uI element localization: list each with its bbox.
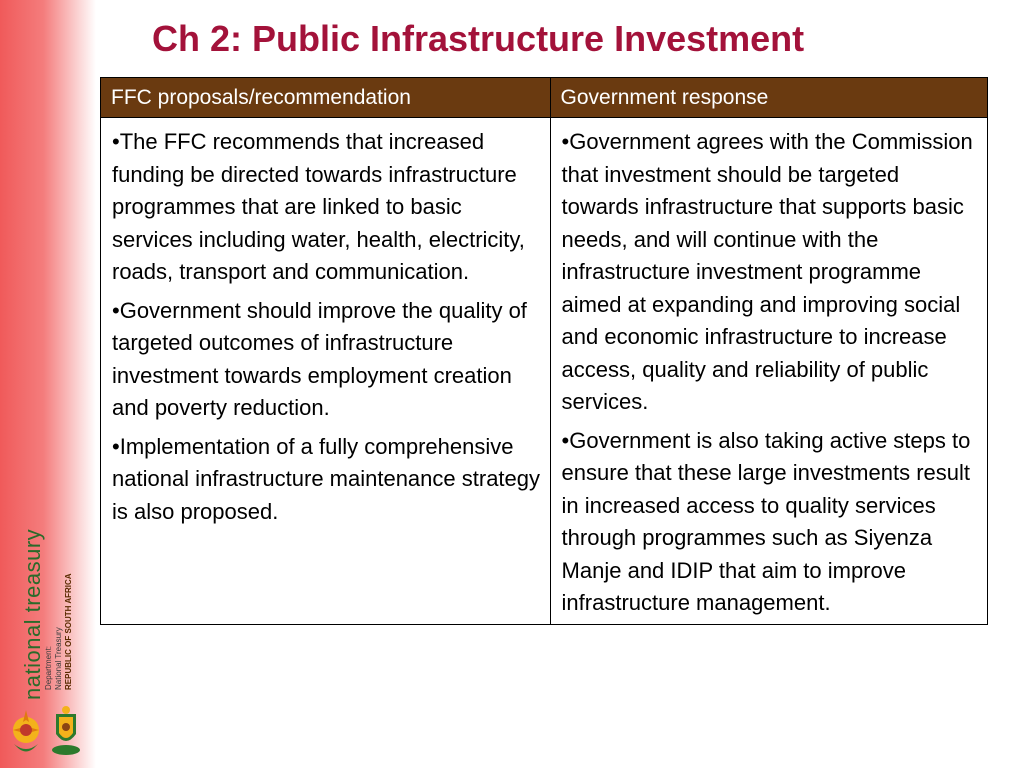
- table-row: [101, 118, 988, 625]
- government-point: •Government agrees with the Commission that investment should be targeted towards infrastructure that supports basic needs, and will continue with the infrastructure investment programme aimed at expanding and improving social and economic infrastructure to increase access, quality and reliability of public services.: [561, 129, 973, 414]
- ffc-response-table: [100, 77, 988, 625]
- sun-emblem-icon: [13, 710, 39, 752]
- ffc-point: •Government should improve the quality of targeted outcomes of infrastructure investment towards employment creation and poverty reduction.: [112, 297, 527, 420]
- brand-name: [20, 529, 46, 700]
- country-name: REPUBLIC OF SOUTH AFRICA: [64, 573, 73, 690]
- department-label: Department:: [44, 645, 53, 690]
- department-block: [44, 573, 74, 690]
- table-header-row: [101, 78, 988, 118]
- brand-name-text: national treasury: [20, 528, 45, 700]
- coat-of-arms-icon: [4, 700, 84, 760]
- shield-emblem-icon: [52, 706, 80, 755]
- ffc-point: •Implementation of a fully comprehensive national infrastructure maintenance strategy is also proposed.: [112, 433, 541, 524]
- department-name: National Treasury: [54, 627, 63, 690]
- header-ffc-proposals: FFC proposals/recommendation: [101, 78, 551, 118]
- government-response-cell: [550, 118, 987, 625]
- government-point: •Government is also taking active steps to ensure that these large investments result in increased access to quality services through programmes such as Siyenza Manje and IDIP that aim to improve infrastructure management.: [561, 427, 971, 615]
- ffc-proposals-cell: [101, 118, 551, 625]
- ffc-point: •The FFC recommends that increased funding be directed towards infrastructure programmes that are linked to basic services including water, health, electricity, roads, transport and communication.: [112, 129, 525, 284]
- slide-title: Ch 2: Public Infrastructure Investment: [152, 18, 805, 59]
- sidebar-branding: [0, 0, 96, 768]
- header-government-response: Government response: [550, 78, 987, 118]
